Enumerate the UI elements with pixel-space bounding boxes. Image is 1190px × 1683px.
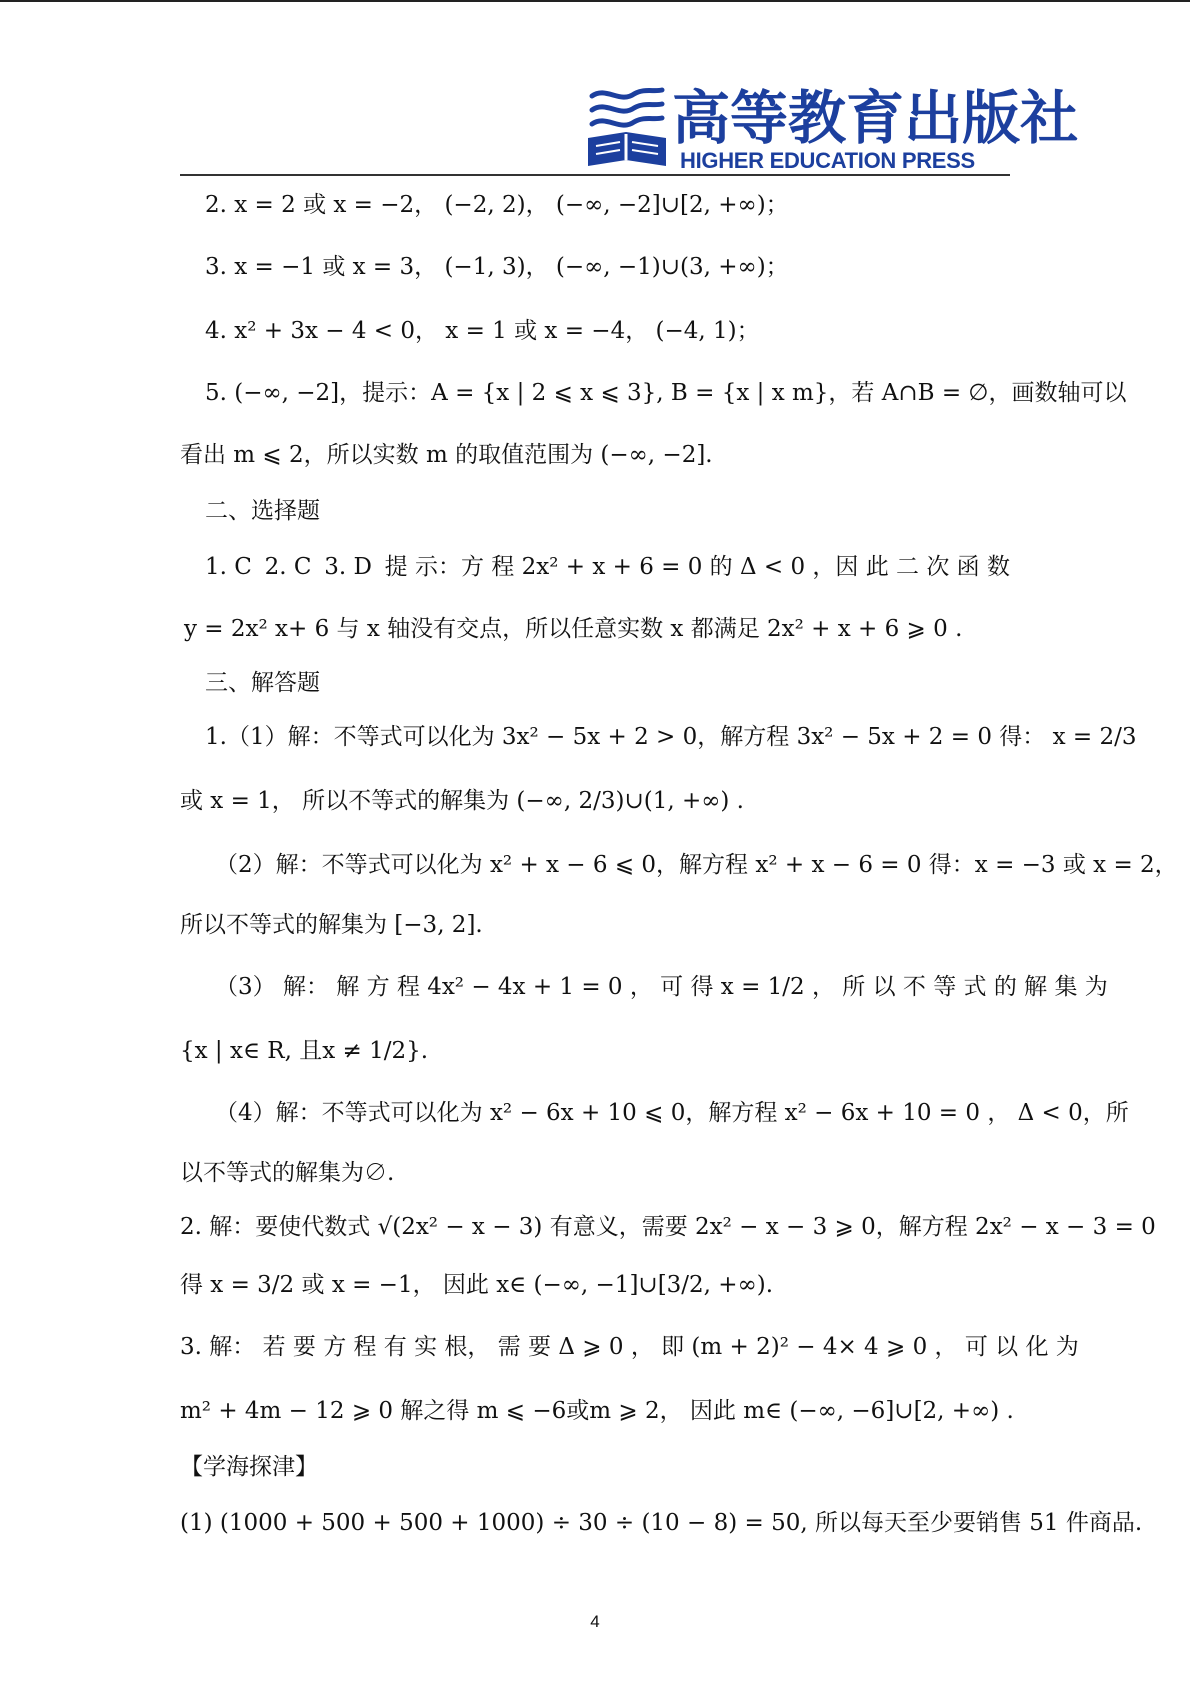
brand-char: 育 <box>846 84 905 152</box>
answer-line: 看出 m ⩽ 2，所以实数 m 的取值范围为 (−∞, −2]. <box>180 442 713 468</box>
choice-hint: 提 示：方 程 2x² + x + 6 = 0 的 Δ < 0 ，因 此 二 次 函 数 <box>384 554 1010 580</box>
publisher-name-cn <box>672 78 1079 152</box>
answer-line: （3） 解： 解 方 程 4x² − 4x + 1 = 0 ， 可 得 x = 1/2 ， 所 以 不 等 式 的 解 集 为 <box>215 974 1108 1000</box>
answer-line: 2. 解：要使代数式 √(2x² − x − 3) 有意义，需要 2x² − x − 3 ⩾ 0，解方程 2x² − x − 3 = 0 <box>180 1214 1156 1240</box>
answer-line: 4. x² + 3x − 4 < 0， x = 1 或 x = −4， (−4, 1)； <box>205 318 760 344</box>
answer-line: y = 2x² x+ 6 与 x 轴没有交点，所以任意实数 x 都满足 2x² + x + 6 ⩾ 0 . <box>184 616 963 642</box>
publisher-name-en: HIGHER EDUCATION PRESS <box>680 148 975 173</box>
answer-line: 或 x = 1， 所以不等式的解集为 (−∞, 2/3)∪(1, +∞) . <box>180 788 744 814</box>
choice-answer: 3. D <box>324 554 372 580</box>
answer-line: 得 x = 3/2 或 x = −1， 因此 x∈ (−∞, −1]∪[3/2, +∞). <box>180 1272 774 1298</box>
answer-line: （2）解：不等式可以化为 x² + x − 6 ⩽ 0，解方程 x² + x − 6 = 0 得：x = −3 或 x = 2， <box>215 852 1178 878</box>
answer-line: m² + 4m − 12 ⩾ 0 解之得 m ⩽ −6或m ⩾ 2， 因此 m∈ (−∞, −6]∪[2, +∞) . <box>180 1398 1014 1424</box>
answer-line: 以不等式的解集为∅. <box>180 1160 395 1186</box>
choice-answer: 1. C <box>205 554 252 580</box>
answer-line: 2. x = 2 或 x = −2， (−2, 2)， (−∞, −2]∪[2, +∞)； <box>205 192 789 218</box>
section-heading: 三、解答题 <box>205 670 320 696</box>
publisher-logo-icon <box>586 84 668 170</box>
answer-line: (1) (1000 + 500 + 500 + 1000) ÷ 30 ÷ (10 − 8) = 50, 所以每天至少要销售 51 件商品. <box>180 1510 1143 1536</box>
page-number: 4 <box>590 1612 600 1631</box>
brand-char: 高 <box>672 84 731 152</box>
section-heading: 二、选择题 <box>205 498 320 524</box>
answer-line: {x | x∈ R, 且x ≠ 1/2}. <box>180 1038 429 1064</box>
brand-char: 出 <box>904 84 963 152</box>
answer-line: 3. 解： 若 要 方 程 有 实 根， 需 要 Δ ⩾ 0 ， 即 (m + 2)² − 4× 4 ⩾ 0 ， 可 以 化 为 <box>180 1334 1079 1360</box>
answer-line: 所以不等式的解集为 [−3, 2]. <box>180 912 483 938</box>
brand-char: 版 <box>962 84 1021 152</box>
choice-answer: 2. C <box>264 554 312 580</box>
choice-answers-line <box>205 552 1010 582</box>
answer-line: 5. (−∞, −2]，提示：A = {x | 2 ⩽ x ⩽ 3}, B = {x | x m}，若 A∩B = ∅，画数轴可以 <box>205 380 1127 406</box>
brand-char: 教 <box>788 84 847 152</box>
answer-line: 3. x = −1 或 x = 3， (−1, 3)， (−∞, −1)∪(3, +∞)； <box>205 254 789 280</box>
answer-line: 1.（1）解：不等式可以化为 3x² − 5x + 2 > 0，解方程 3x² − 5x + 2 = 0 得： x = 2/3 <box>205 724 1137 750</box>
answer-line: （4）解：不等式可以化为 x² − 6x + 10 ⩽ 0，解方程 x² − 6x + 10 = 0 ， Δ < 0，所 <box>215 1100 1129 1126</box>
page-top-border <box>0 0 1190 2</box>
brand-char: 社 <box>1020 84 1079 152</box>
header-rule <box>180 174 1010 176</box>
section-heading: 【学海探津】 <box>180 1454 318 1480</box>
brand-char: 等 <box>730 84 789 152</box>
